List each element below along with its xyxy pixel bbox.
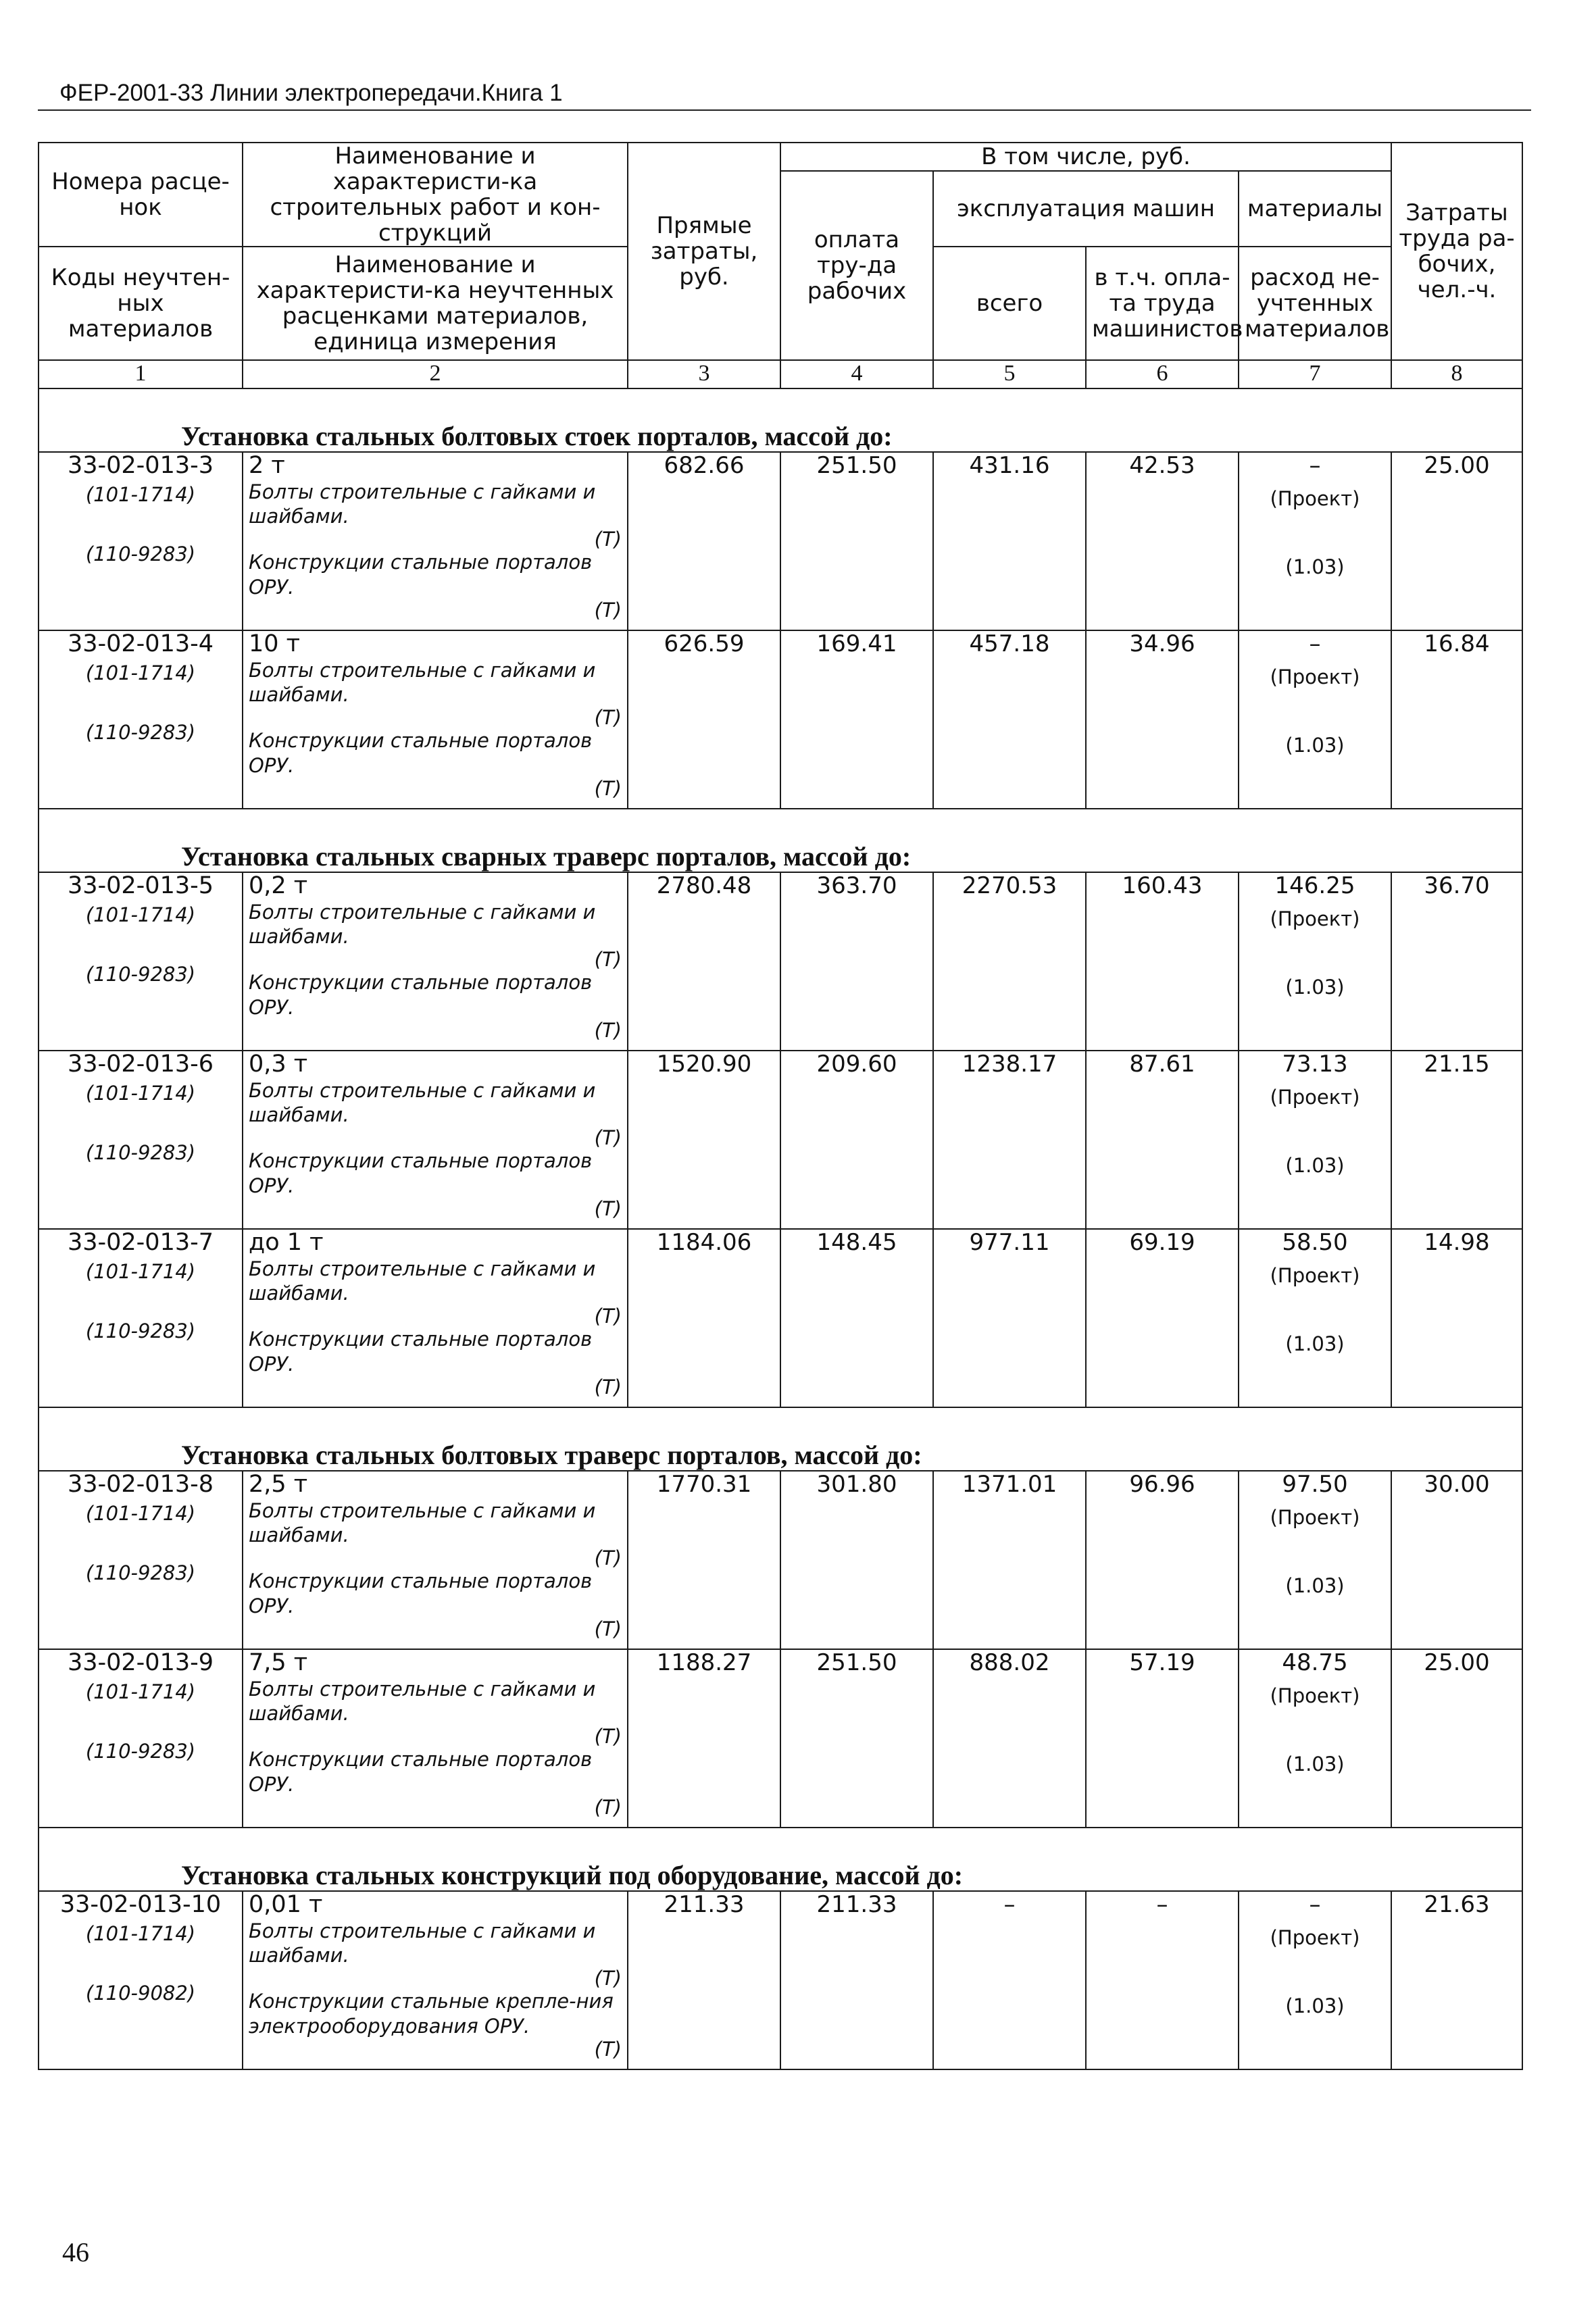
work-name: 2 т [249, 452, 285, 480]
work-name-cell [243, 1229, 628, 1407]
machines-value: 888.02 [969, 1649, 1050, 1677]
wage-value: 363.70 [816, 872, 897, 900]
column-number: 4 [780, 360, 933, 388]
wage-cell [780, 630, 933, 809]
machines-value: 977.11 [969, 1229, 1050, 1257]
material-consumption: (Проект) [1270, 1684, 1360, 1708]
header-rule [38, 109, 1531, 111]
material-unit: (Т) [594, 948, 622, 971]
labor-cell [1391, 1051, 1522, 1229]
material-consumption: (1.03) [1285, 733, 1345, 757]
work-name: 0,3 т [249, 1051, 308, 1078]
work-name: 7,5 т [249, 1649, 308, 1677]
wage-value: 211.33 [816, 1891, 897, 1919]
table-header [39, 143, 1522, 388]
wage-value: 209.60 [816, 1051, 897, 1078]
machinists-value: – [1156, 1891, 1168, 1919]
rate-code: 33-02-013-4 [67, 630, 214, 658]
material-name: Болты строительные с гайками и шайбами. [249, 480, 596, 528]
direct-costs-cell [628, 452, 780, 630]
material-unit: (Т) [594, 776, 622, 800]
rate-code-cell [39, 1051, 243, 1229]
material-name: Конструкции стальные порталов ОРУ. [249, 729, 593, 777]
header-labor: Затраты труда ра-бочих, чел.-ч. [1391, 143, 1522, 360]
materials-cell [1239, 630, 1391, 809]
header-direct-costs: Прямые затраты, руб. [628, 143, 780, 360]
machinists-value: 69.19 [1129, 1229, 1195, 1257]
material-unit: (Т) [594, 1197, 622, 1220]
wage-cell [780, 1051, 933, 1229]
material-unit: (Т) [594, 1305, 622, 1328]
material-name: Болты строительные с гайками и шайбами. [249, 658, 596, 706]
material-code: (101-1714) [85, 903, 196, 926]
labor-cell [1391, 452, 1522, 630]
material-name: Конструкции стальные порталов ОРУ. [249, 1149, 593, 1197]
materials-cell [1239, 1649, 1391, 1828]
table-row [39, 452, 1522, 630]
header-work-name: Наименование и характеристи-ка строительных работ и кон-струкций [243, 143, 628, 247]
column-number: 8 [1391, 360, 1522, 388]
column-number: 6 [1086, 360, 1239, 388]
wage-value: 251.50 [816, 1649, 897, 1677]
table-row [39, 1229, 1522, 1407]
machinists-value: 57.19 [1129, 1649, 1195, 1677]
material-code: (110-9283) [85, 1739, 196, 1763]
material-name: Конструкции стальные порталов ОРУ. [249, 551, 593, 599]
wage-value: 251.50 [816, 452, 897, 480]
section-title: Установка стальных конструкций под оборудование, массой до: [181, 1860, 964, 1891]
machinists-cell [1086, 1229, 1239, 1407]
wage-value: 169.41 [816, 630, 897, 658]
materials-value: – [1309, 1891, 1321, 1919]
materials-value: 58.50 [1282, 1229, 1348, 1257]
material-code: (101-1714) [85, 1259, 196, 1283]
material-unit: (Т) [594, 1126, 622, 1149]
header-material-codes: Коды неучтен-ных материалов [39, 247, 243, 360]
header-materials: материалы [1239, 171, 1391, 247]
material-consumption: (1.03) [1285, 1153, 1345, 1177]
materials-value: 97.50 [1282, 1471, 1348, 1499]
materials-value: 73.13 [1282, 1051, 1348, 1078]
wage-value: 301.80 [816, 1471, 897, 1499]
material-unit: (Т) [594, 1967, 622, 1990]
machines-cell [933, 1471, 1086, 1649]
material-consumption: (1.03) [1285, 975, 1345, 999]
work-name: 0,01 т [249, 1891, 323, 1919]
material-consumption: (1.03) [1285, 1994, 1345, 2017]
section-row [39, 1828, 1522, 1891]
machines-cell [933, 1229, 1086, 1407]
direct-costs-cell [628, 872, 780, 1051]
material-name: Конструкции стальные порталов ОРУ. [249, 1748, 593, 1796]
machinists-cell [1086, 1649, 1239, 1828]
wage-cell [780, 1471, 933, 1649]
material-code: (101-1714) [85, 1921, 196, 1945]
material-code: (110-9283) [85, 962, 196, 986]
material-name: Болты строительные с гайками и шайбами. [249, 1078, 596, 1126]
material-code: (110-9283) [85, 720, 196, 744]
direct-costs-cell [628, 1229, 780, 1407]
header-wage: оплата тру-да рабочих [780, 171, 933, 360]
labor-value: 36.70 [1424, 872, 1490, 900]
wage-cell [780, 1229, 933, 1407]
column-number: 5 [933, 360, 1086, 388]
page-number: 46 [62, 2237, 89, 2267]
table-row [39, 630, 1522, 809]
material-name: Конструкции стальные порталов ОРУ. [249, 1569, 593, 1617]
machines-value: 1238.17 [962, 1051, 1057, 1078]
machinists-value: 34.96 [1129, 630, 1195, 658]
material-consumption: (1.03) [1285, 1574, 1345, 1597]
machines-value: 2270.53 [962, 872, 1057, 900]
material-code: (110-9283) [85, 1140, 196, 1164]
material-code: (101-1714) [85, 1680, 196, 1703]
machinists-cell [1086, 872, 1239, 1051]
machines-cell [933, 630, 1086, 809]
direct-costs-value: 1520.90 [656, 1051, 752, 1078]
rate-code-cell [39, 1471, 243, 1649]
material-name: Болты строительные с гайками и шайбами. [249, 900, 596, 948]
column-number: 7 [1239, 360, 1391, 388]
labor-value: 16.84 [1424, 630, 1490, 658]
direct-costs-value: 682.66 [664, 452, 745, 480]
table-row [39, 1891, 1522, 2069]
section-row [39, 388, 1522, 452]
machines-cell [933, 1891, 1086, 2069]
work-name-cell [243, 872, 628, 1051]
wage-cell [780, 1891, 933, 2069]
materials-cell [1239, 1229, 1391, 1407]
machines-cell [933, 1051, 1086, 1229]
material-name: Конструкции стальные порталов ОРУ. [249, 1328, 593, 1376]
material-consumption: (Проект) [1270, 1264, 1360, 1288]
rate-code: 33-02-013-10 [59, 1891, 222, 1919]
machines-value: 457.18 [969, 630, 1050, 658]
machines-cell [933, 1649, 1086, 1828]
section-title: Установка стальных сварных траверс порталов, массой до: [181, 841, 912, 872]
material-code: (110-9283) [85, 1319, 196, 1342]
materials-cell [1239, 872, 1391, 1051]
direct-costs-value: 626.59 [664, 630, 745, 658]
material-unit: (Т) [594, 706, 622, 729]
price-table [38, 142, 1523, 2070]
direct-costs-cell [628, 1471, 780, 1649]
materials-cell [1239, 452, 1391, 630]
work-name: 10 т [249, 630, 301, 658]
labor-cell [1391, 1649, 1522, 1828]
material-unit: (Т) [594, 1725, 622, 1748]
materials-cell [1239, 1891, 1391, 2069]
machinists-value: 160.43 [1122, 872, 1203, 900]
material-code: (110-9283) [85, 542, 196, 565]
section-heading [39, 809, 1522, 872]
rate-code-cell [39, 1649, 243, 1828]
material-consumption: (1.03) [1285, 555, 1345, 578]
header-including: В том числе, руб. [780, 143, 1391, 171]
machines-cell [933, 872, 1086, 1051]
direct-costs-value: 1184.06 [656, 1229, 752, 1257]
materials-value: – [1309, 452, 1321, 480]
machines-value: 1371.01 [962, 1471, 1057, 1499]
rate-code: 33-02-013-8 [67, 1471, 214, 1499]
material-code: (110-9283) [85, 1561, 196, 1584]
header-unaccounted-materials: расход не-учтенных материалов [1239, 247, 1391, 360]
labor-value: 21.15 [1424, 1051, 1490, 1078]
material-consumption: (1.03) [1285, 1332, 1345, 1355]
column-number: 1 [39, 360, 243, 388]
direct-costs-value: 1770.31 [656, 1471, 752, 1499]
header-rate-numbers: Номера расце-нок [39, 143, 243, 247]
header-machines: эксплуатация машин [933, 171, 1239, 247]
machinists-value: 96.96 [1129, 1471, 1195, 1499]
direct-costs-value: 1188.27 [656, 1649, 752, 1677]
machinists-value: 87.61 [1129, 1051, 1195, 1078]
wage-cell [780, 1649, 933, 1828]
labor-value: 25.00 [1424, 1649, 1490, 1677]
labor-value: 14.98 [1424, 1229, 1490, 1257]
labor-cell [1391, 1471, 1522, 1649]
machines-value: 431.16 [969, 452, 1050, 480]
direct-costs-cell [628, 630, 780, 809]
column-number: 2 [243, 360, 628, 388]
material-name: Болты строительные с гайками и шайбами. [249, 1677, 596, 1725]
column-number: 3 [628, 360, 780, 388]
material-consumption: (1.03) [1285, 1752, 1345, 1776]
material-consumption: (Проект) [1270, 487, 1360, 511]
table-row [39, 1649, 1522, 1828]
work-name: 0,2 т [249, 872, 308, 900]
section-heading [39, 1828, 1522, 1891]
material-name: Конструкции стальные крепле-ния электрооборудования ОРУ. [249, 1990, 614, 2038]
direct-costs-value: 211.33 [664, 1891, 745, 1919]
rate-code-cell [39, 452, 243, 630]
work-name-cell [243, 1649, 628, 1828]
labor-value: 21.63 [1424, 1891, 1490, 1919]
material-name: Болты строительные с гайками и шайбами. [249, 1257, 596, 1305]
table-row [39, 1051, 1522, 1229]
section-title: Установка стальных болтовых траверс порталов, массой до: [181, 1440, 922, 1471]
rate-code-cell [39, 1891, 243, 2069]
material-code: (110-9082) [85, 1981, 196, 2005]
material-consumption: (Проект) [1270, 1086, 1360, 1109]
machinists-cell [1086, 452, 1239, 630]
material-consumption: (Проект) [1270, 907, 1360, 931]
wage-cell [780, 452, 933, 630]
material-consumption: (Проект) [1270, 665, 1360, 689]
work-name: до 1 т [249, 1229, 324, 1257]
direct-costs-cell [628, 1649, 780, 1828]
material-code: (101-1714) [85, 482, 196, 506]
rate-code: 33-02-013-6 [67, 1051, 214, 1078]
material-unit: (Т) [594, 1018, 622, 1042]
material-consumption: (Проект) [1270, 1926, 1360, 1950]
labor-value: 25.00 [1424, 452, 1490, 480]
material-name: Конструкции стальные порталов ОРУ. [249, 971, 593, 1019]
material-code: (101-1714) [85, 1501, 196, 1525]
rate-code: 33-02-013-9 [67, 1649, 214, 1677]
material-name: Болты строительные с гайками и шайбами. [249, 1499, 596, 1546]
material-unit: (Т) [594, 1795, 622, 1819]
work-name-cell [243, 630, 628, 809]
materials-value: 48.75 [1282, 1649, 1348, 1677]
rate-code: 33-02-013-5 [67, 872, 214, 900]
machines-cell [933, 452, 1086, 630]
materials-cell [1239, 1471, 1391, 1649]
section-heading [39, 388, 1522, 452]
material-unit: (Т) [594, 1546, 622, 1569]
material-code: (101-1714) [85, 1081, 196, 1105]
materials-value: – [1309, 630, 1321, 658]
section-heading [39, 1407, 1522, 1471]
work-name-cell [243, 1891, 628, 2069]
material-unit: (Т) [594, 2037, 622, 2061]
material-unit: (Т) [594, 528, 622, 551]
material-unit: (Т) [594, 1375, 622, 1399]
labor-cell [1391, 872, 1522, 1051]
labor-cell [1391, 630, 1522, 809]
rate-code-cell [39, 1229, 243, 1407]
labor-cell [1391, 1891, 1522, 2069]
work-name-cell [243, 452, 628, 630]
section-title: Установка стальных болтовых стоек порталов, массой до: [181, 421, 893, 452]
material-name: Болты строительные с гайками и шайбами. [249, 1919, 596, 1967]
header-machinists-wage: в т.ч. опла-та труда машинистов [1086, 247, 1239, 360]
machinists-cell [1086, 1051, 1239, 1229]
rate-code-cell [39, 872, 243, 1051]
materials-value: 146.25 [1274, 872, 1355, 900]
rate-code: 33-02-013-7 [67, 1229, 214, 1257]
section-row [39, 1407, 1522, 1471]
material-consumption: (Проект) [1270, 1506, 1360, 1530]
table-row [39, 872, 1522, 1051]
material-code: (101-1714) [85, 661, 196, 684]
machinists-cell [1086, 1891, 1239, 2069]
work-name-cell [243, 1471, 628, 1649]
table-body [39, 388, 1522, 2069]
labor-cell [1391, 1229, 1522, 1407]
direct-costs-cell [628, 1891, 780, 2069]
wage-value: 148.45 [816, 1229, 897, 1257]
machines-value: – [1003, 1891, 1016, 1919]
labor-value: 30.00 [1424, 1471, 1490, 1499]
machinists-cell [1086, 1471, 1239, 1649]
work-name-cell [243, 1051, 628, 1229]
header-machines-total: всего [933, 247, 1086, 360]
wage-cell [780, 872, 933, 1051]
section-row [39, 809, 1522, 872]
table-row [39, 1471, 1522, 1649]
direct-costs-cell [628, 1051, 780, 1229]
work-name: 2,5 т [249, 1471, 308, 1499]
machinists-cell [1086, 630, 1239, 809]
header-material-names: Наименование и характеристи-ка неучтенных расценками материалов, единица измерения [243, 247, 628, 360]
material-unit: (Т) [594, 598, 622, 622]
material-unit: (Т) [594, 1617, 622, 1640]
rate-code-cell [39, 630, 243, 809]
materials-cell [1239, 1051, 1391, 1229]
rate-code: 33-02-013-3 [67, 452, 214, 480]
page-header: ФЕР-2001-33 Линии электропередачи.Книга 1 [59, 80, 563, 106]
direct-costs-value: 2780.48 [656, 872, 752, 900]
machinists-value: 42.53 [1129, 452, 1195, 480]
